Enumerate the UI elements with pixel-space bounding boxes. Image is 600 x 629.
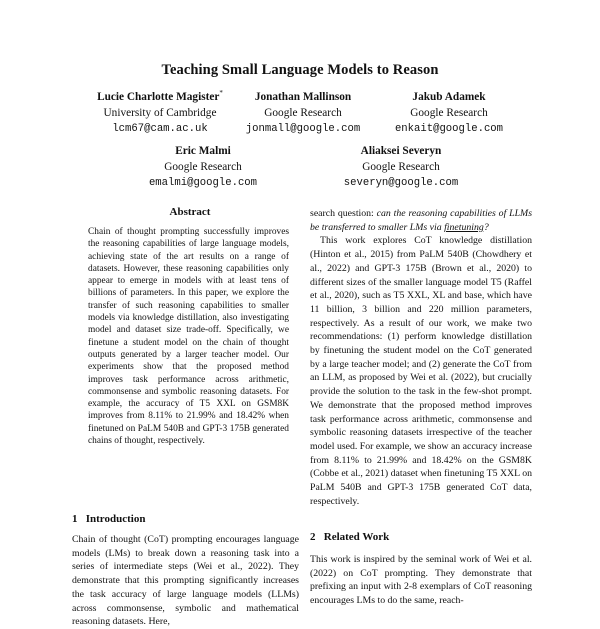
- author-name: Eric Malmi: [175, 145, 231, 157]
- abstract-text: Chain of thought prompting successfully improves the reasoning capabilities of large language models, achieving state of the art results on a range of datasets. However, these reasoning capabilities only appear to emerge in models with at least tens of billions of parameters. In this paper, we explore the transfer of such reasoning capabilities to smaller models via knowledge distillation, also investigating model and dataset size trade-off. Specifically, we finetune a student model on the chain of thought outputs generated by a larger teacher model. Our experiments show that the proposed method improves task performance across arithmetic, commonsense and symbolic reasoning datasets. For example, the accuracy of T5 XXL on GSM8K improves from 8.11% to 21.99% and 18.42% when finetuned on PaLM 540B and GPT-3 175B generated chains of thought, respectively.: [88, 227, 289, 447]
- paragraph: Chain of thought (CoT) prompting encourages language models (LMs) to break down a reasoning task into a series of intermediate steps (Wei et al., 2022). They demonstrate that this prompting significantly increases the task accuracy of large language models (LLMs) across commonsense, symbolic and mathematical reasoning datasets. Here,: [72, 534, 299, 628]
- author-affiliation: Google Research: [264, 107, 342, 119]
- author-block: [85, 89, 235, 137]
- right-column-text: [310, 207, 532, 508]
- author-email: emalmi@google.com: [148, 177, 258, 189]
- author-name: Jakub Adamek: [412, 91, 486, 103]
- author-affiliation: Google Research: [410, 107, 488, 119]
- author-name: Jonathan Mallinson: [254, 91, 352, 103]
- paragraph: This work is inspired by the seminal work of Wei et al. (2022) on CoT prompting. They demonstrate that prefixing an input with 2-8 exemplars of CoT reasoning encourages LMs to do the same, reach-: [310, 554, 532, 607]
- author-name: Lucie Charlotte Magister: [97, 91, 220, 103]
- research-question-lead: search question:: [310, 208, 377, 219]
- section-heading-related-work: 2 Related Work: [310, 531, 390, 543]
- research-question: can the reasoning capabilities of LLMs be transferred to smaller LMs via finetuning?: [310, 208, 533, 233]
- author-email: lcm67@cam.ac.uk: [112, 123, 208, 135]
- author-block: [326, 143, 476, 191]
- paragraph: [310, 207, 532, 234]
- author-email: jonmall@google.com: [245, 123, 361, 135]
- paragraph: This work explores CoT knowledge distillation (Hinton et al., 2015) from PaLM 540B (Chowdhery et al., 2022) and GPT-3 175B (Brown et al., 2020) to different sizes of the smaller language model T5 (Raffel et al., 2020), such as T5 XXL, XL and base, which have 11 billion, 3 billion and 220 million parameters, respectively. As a result of our work, we make two recommendations: (1) perform knowledge distillation by finetuning the student model on the CoT generated by a large teacher model; and (2) generate the CoT from an LLM, as proposed by Wei et al. (2022), but crucially provide the solution to the task in the few-shot prompt. We demonstrate that the proposed method improves task performance across arithmetic, commonsense and symbolic reasoning datasets irrespective of the teacher model used. For example, we show an accuracy increase from 8.11% to 21.99% and 18.42% on the GSM8K (Cobbe et al., 2021) dataset when finetuning T5 XXL on PaLM 540B and GPT-3 175B generated CoT data, respectively.: [310, 235, 532, 507]
- author-email: severyn@google.com: [343, 177, 459, 189]
- author-affiliation: University of Cambridge: [103, 107, 217, 119]
- author-affiliation: Google Research: [164, 161, 242, 173]
- introduction-text: [72, 533, 299, 629]
- author-block: [228, 89, 378, 137]
- author-affiliation: Google Research: [362, 161, 440, 173]
- author-email: enkait@google.com: [394, 123, 504, 135]
- author-footnote-mark: *: [219, 89, 223, 98]
- author-block: [374, 89, 524, 137]
- abstract-heading: Abstract: [169, 206, 211, 218]
- section-heading-introduction: 1 Introduction: [72, 513, 146, 525]
- author-name: Aliaksei Severyn: [360, 145, 442, 157]
- author-block: [128, 143, 278, 191]
- paper-title: Teaching Small Language Models to Reason: [161, 62, 439, 78]
